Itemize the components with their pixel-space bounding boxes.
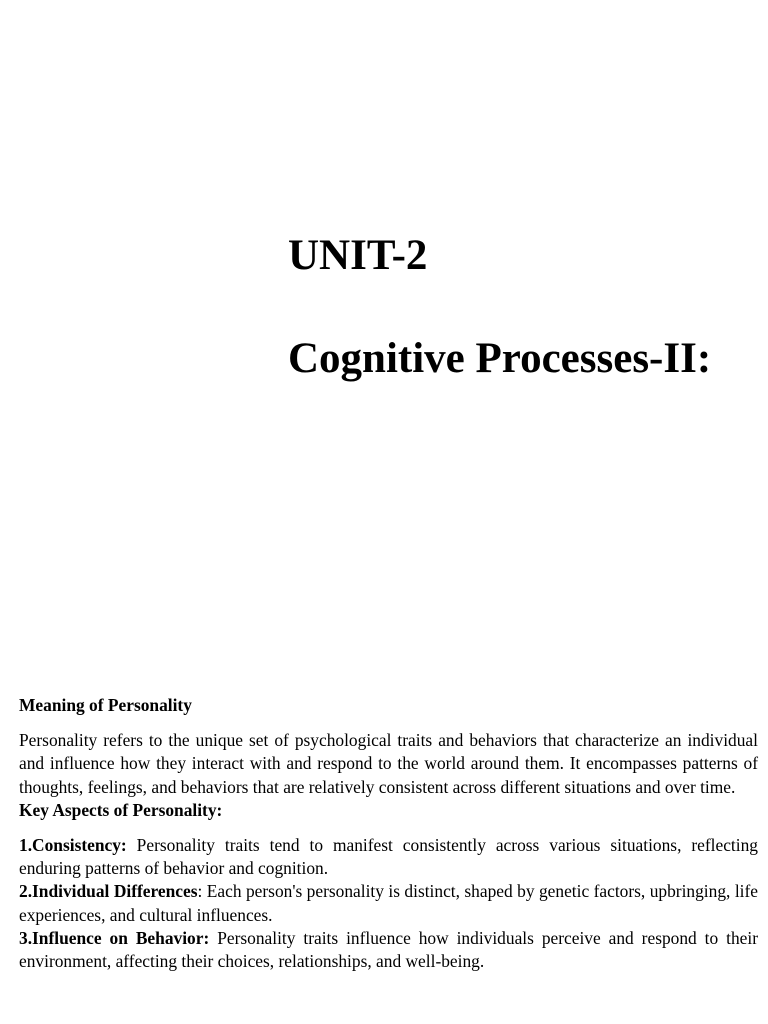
section-heading: Meaning of Personality <box>19 695 192 715</box>
aspect-label: 1.Consistency: <box>19 835 127 856</box>
aspect-item-consistency <box>19 834 758 880</box>
aspect-label: 2.Individual Differences <box>19 881 198 902</box>
aspect-item-individual-differences <box>19 880 758 926</box>
aspect-item-influence-on-behavior <box>19 927 758 973</box>
aspect-text: : Each person's personality is distinct, shaped by genetic factors, upbringing, life experiences, and cultural influences. <box>19 881 758 925</box>
personality-definition-paragraph: Personality refers to the unique set of psychological traits and behaviors that characterize an individual and influence how they interact with and respond to the world around them. It encompasses patterns of thoughts, feelings, and behaviors that are relatively consistent across different situations and over time. <box>19 730 758 797</box>
aspect-text: Personality traits influence how individuals perceive and respond to their environment, affecting their choices, relationships, and well-being. <box>19 927 758 972</box>
unit-title: UNIT-2 <box>288 232 428 279</box>
aspect-text: Personality traits tend to manifest consistently across various situations, reflecting enduring patterns of behavior and cognition. <box>19 835 758 879</box>
chapter-title: Cognitive Processes-II: <box>288 335 712 382</box>
key-aspects-heading: Key Aspects of Personality: <box>19 799 223 820</box>
document-body <box>19 694 758 973</box>
aspect-label: 3.Influence on Behavior: <box>19 927 210 948</box>
